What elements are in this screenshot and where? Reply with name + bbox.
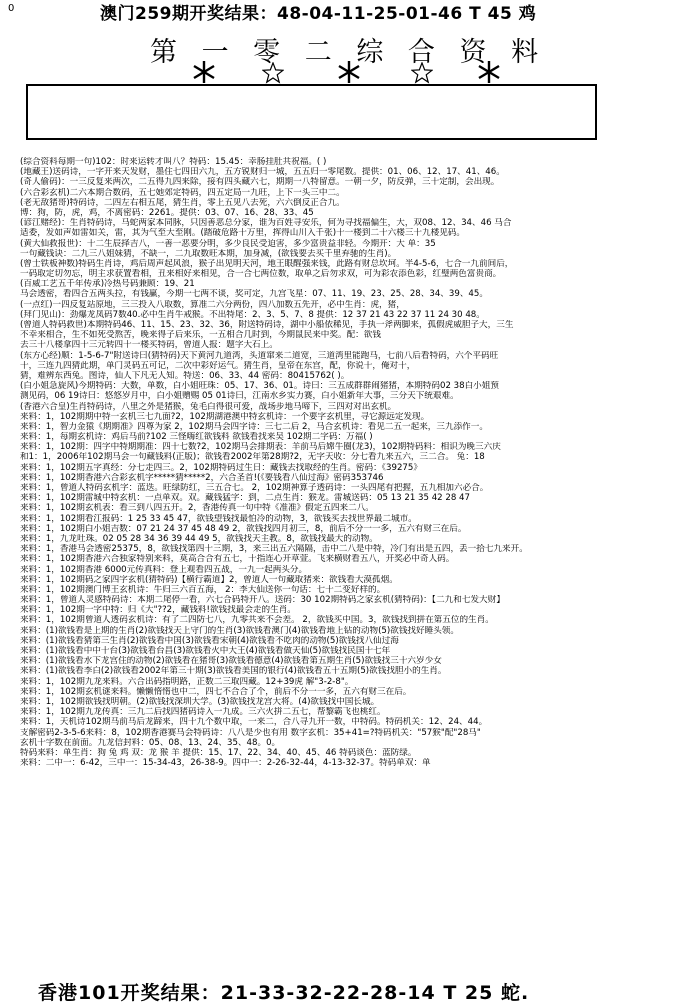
- text-line: (黄大仙救报世)：十二生辰择吉八，一善一恶要分明，多少良民受迫害，多少富贵益非轻。今期开：大 单：35: [20, 238, 436, 249]
- text-line: 来料：1，102期看江报码：1 25 33 45 47，欲钱望钱找最怕冷的动物，3，欲钱买去找世界最二城市。: [20, 513, 417, 524]
- text-line: 来料：1，102期澳门博王玄机诗：牛归三六百五海， 2：李大仙送你一句话：七十二变好样的。: [20, 584, 386, 595]
- asterisk-icon: [337, 60, 361, 84]
- text-line: 来料：1，102期：四字中特期期准：四十七数?2，102期马会排期表：羊前马后嫦牛圈(龙3)，102期特码料：相识为晚三六庆: [20, 442, 501, 453]
- text-line: 来料：1，九龙吐珠。02 05 28 34 36 39 44 49 5，欲钱找天主教。8，欲钱找最大的动物。: [20, 533, 378, 544]
- text-line: 来料：1，102期香港 6000元传真料：登上观看四五战，一九一起两头分。: [20, 564, 308, 575]
- text-line: 适委，发如声如雷如关，雷，其为气至大至刚。(踏破危路十万里，挥得山川入千张)十一楼到二十六楼三十九楼见码。: [20, 228, 465, 239]
- text-line: (一点红)一四反复站原地，三三投入八取数，算准二六分两份，四八加数五先开，必中生肖：虎，猪，: [20, 299, 405, 310]
- text-line: 猜，难辨东西兔。图诗，仙人下凡无人知。特送：06、33、44 密码：80415762( )。: [20, 370, 350, 381]
- corner-mark: 0: [8, 3, 15, 14]
- text-line: 来料：1，102期九龙来料。六合出码指明路，正数二三取四藏。12+39虎 解"3-2-8"。: [20, 676, 354, 687]
- text-line: 来料：1，102期期中特一玄机三七九面?2，102期湖港澳中特玄机诗：一个要字玄机里，寻它源远定发现。: [20, 411, 430, 422]
- text-line: (东方心经)顺：1-5-6-7"附送诗曰(猜特码)天下黄河九道湾，头道窜来二道宽，三道湾里能跑马，七前八后看特码，六个平码旺: [20, 350, 499, 361]
- text-line: (白小姐急旋风)今期特码：大数，单数，白小姐旺珠：05、17、36、01。诗曰：三五成群群闹猪猪，本期特码02 38白小姐预: [20, 381, 499, 392]
- text-line: 来料：1，102期香港六合独家特别来料，莫高合合有五七，十指连心开草萱。飞来横财看五八，开奖必中奇人码。: [20, 554, 455, 565]
- text-line: (地藏王)送码诗，一字开来天发财，墨住七四田六九，五方锐财归一城，五五归一零尾数。提供：01、06、12、17、41、46。: [20, 167, 505, 178]
- text-line: (曾士铁板神数)特码生肖诗，鸡后周声起风浪，猴子出见明天河，地王眼醒强来钱，此路有财总坎坷。半4-5-6，七合一九前间后，: [20, 258, 514, 269]
- text-line: 博：狗，防，虎，鸡，不离密码：2261。提供：03、07、16、28、33、45: [20, 207, 314, 218]
- text-line: 来料：1，102期欲钱找明朝。(2)欲钱找深圳大学。(3)欲钱找龙宫大将。(4)欲钱找中国长城。: [20, 696, 380, 707]
- hongkong-result-footer: 香港101开奖结果：21-33-32-22-28-14 T 25 蛇.: [38, 982, 530, 1004]
- text-line: (香港六合皇)生肖特码诗，八里之外是猪猴，兔毛白得很可爱，战场步地马啼下，三四对对出玄机。: [20, 401, 397, 412]
- text-line: 一句藏钱诀：二九三八姐妹猜，不缺一，二九取数旺本期，加身减，(欲钱要去买千里弃驰的生肖)。: [20, 248, 397, 259]
- text-line: 来料：1，102期香港六合彩玄机字*****猜*****2，六合圣首!(《要钱看八仙过海》密码353746: [20, 472, 384, 483]
- text-line: (老无敌猪哥)特码诗，二四左右相五尾，猜生肖，零上五见八去死，六六倒反正合九。: [20, 197, 345, 208]
- text-line: (六合彩玄机)二六本期合数码，五七她郊定特码，四五定局一九旺，上下一头三中二。: [20, 187, 345, 198]
- text-line: 来料：1，102期九龙传真：三九二后找四猪码诗入一九成。三六火拼二五七，帮黎霸飞也桃红。: [20, 707, 386, 718]
- text-line: 马会透密，看四合五两头拉，有钱赢，今期一七两不谈，奖可定，九宫飞星：07、11、19、23、25、28、34、39、45。: [20, 289, 488, 300]
- blank-banner-box: [26, 84, 597, 140]
- text-line: 来料：(1)欲钱看是上期的生肖(2)欲钱找天上守门的生肖(3)欲钱看澳门(4)欲钱看地上钻的动物(5)欲钱找好睡头领。: [20, 625, 459, 636]
- text-line: 来料：1，香港马会透密25375，8，欲钱找第四十三期，3，来三出五六隔隔，击中二八是中特，冷门有出是五四，丢一拾七九来开。: [20, 544, 528, 555]
- text-line: 支解密码2-3-5-6来料：8，102期香港赛马会特码诗：八八是少也有用 数字玄机：35+41=?特码机关："57猴"配"28马": [20, 727, 481, 738]
- text-line: 来料：二中一：6-42，三中一：15-34-43，26-38-9。四中一：2-26-32-44，4-13-32-37。特码单双：单: [20, 758, 431, 769]
- text-line: 玄机十字数在前面。九龙信封料：05、08、13、24、35、48。0。: [20, 737, 281, 748]
- text-line: (拜门见山)：劲爆龙凤码7数40.必中生肖牛戒猴。不出特尾：2、3、5、7、8 提供：12 37 21 43 22 37 11 24 30 48。: [20, 309, 485, 320]
- text-line: 来料：1，102期雷城中特玄机：一点单双。双。藏钱猛字：到，二点生肖：猴龙。雷城送码：05 13 21 35 42 28 47: [20, 493, 470, 504]
- text-line: 来料：(1)欲钱看水下龙宫住的动物(2)欲钱看在猪哥(3)欲钱看德意(4)欲钱看第五期生肖(5)欲钱找三十六岁少女: [20, 656, 442, 667]
- text-line: 来料：(1)欲钱看猜第三生肖(2)欲钱看中国(3)欲钱看宋朝(4)欲钱看不吃肉的动物(5)欲钱找八仙过海: [20, 635, 399, 646]
- text-line: 来料：1，102期五字真经：分七走四三。2，102期特码过生日：藏钱去找取经的生肖。密码：《39275》: [20, 462, 422, 473]
- text-line: (曾道人特码救世)本期特码46、11、15、23、32、36，附送特码诗，湖中小船依稀见，手执一斧两脚来，孤假虎威胆子大，三生: [20, 320, 514, 330]
- text-line: 来料：1，102期一字中特：归《大"??2，藏钱料!欲钱找最会走的生肖。: [20, 605, 296, 616]
- text-line: 来料：1，102期码之家四字玄机(猜特码)【横行霸道】2，曾道人一句藏取猪来：欲钱看大漠孤烟。: [20, 574, 398, 585]
- text-line: (奇人偷码)：一三反复来两次，二五得九四来除，接有四头藏六七，期期一八特留意。一朝一夕，防反弹，三十定制，会出现。: [20, 177, 500, 188]
- text-line: 来料：1，102期白小姐吉数：07 21 24 37 45 48 49 2，欲钱找四月初三，8，前后不分一一多，五六有财三在后。: [20, 523, 467, 534]
- text-line: 来料：1，102期玄机谜来料。懒懒惰惰也中二，四七不合合了个，前后不分一一多，五六有财三在后。: [20, 686, 412, 697]
- text-line: 来料：1，102期玄机表：看三到八四五开。2，香港传真一句中特《准准》假定五四来二八。: [20, 503, 374, 514]
- star-outline-icon: [262, 62, 284, 84]
- asterisk-icon: [477, 60, 501, 84]
- text-line: (百威工艺五千年传承)冷热号码兼顾：19、21: [20, 279, 195, 290]
- text-line: 特码来料：单生肖：狗 兔 鸡 双：龙 猴 羊 提供：15、17、22、34、40、45、46 特码谈色：蓝防绿。: [20, 747, 417, 758]
- text-line: 和1：1，2006年102期马会一句藏钱料(正版)；欲钱看2002年第28期?2，无字天收：分七看九来五六，三二合。 兔：18: [20, 452, 485, 463]
- text-line: 来料：1，曾道人灵感特码诗：本期二尾停一看，六七合码特开八。送码：30 102期特码之家玄机(猜特码)：【二九和七发大财】: [20, 595, 505, 606]
- text-line: (综合资料每期一句)102：时来运转才叫八？特码：15.45：幸肠挂肚共祝福。( ): [20, 157, 327, 167]
- text-line: 来料：1，曾道人特码玄机字：蓝迭。旺绿防红，三五合七。 2，102期神算子透码诗：一头四尾有把握，五九相加六必合。: [20, 483, 489, 493]
- text-line: 一码取定切勿忘，明主求获置看相，丑来相好来相见，合一合七两位数，取单之后勿求双，可为彩农添色彩，红璧两色富贵商。: [20, 269, 502, 280]
- text-line: 来料：(1)欲钱看中中十台(3)欲钱看台昌(3)欲钱看火中大王(4)欲钱看做天仙(5)欲钱找民国十七年: [20, 646, 391, 656]
- asterisk-icon: [192, 60, 216, 84]
- text-line: 去三十八楼拿四十三元转四十一楼买特码，曾道人报：题字大石上。: [20, 340, 278, 351]
- text-line: 来料：(1)欲钱看李白(2)欲钱看2002年第三十期(3)欲钱看美国的银行(4)欲钱看五十五期(5)欲钱找胆小的生肖。: [20, 666, 447, 677]
- text-line: 来料：1，智力金猿《期期准》四尊为家 2，102期马会四字诗：三七二后 2，马合玄机诗：看见二五一起来，三九添作一。: [20, 421, 488, 432]
- star-outline-icon: [411, 62, 433, 84]
- text-line: 不幸来相合，生不如死受熬苦，晚来得子后来乐，一五相合几时到，今期鼠民来中奖。配：欲钱: [20, 330, 381, 341]
- text-line: 来料：1，每期玄机诗：鸡后马前?102 三怪嗨红欲钱料 欲钱看找来吴 102期二字码：万福( ): [20, 432, 373, 443]
- text-line: 来料：1，102期曾道人透码玄机诗：有了二四防七八，九零共来不会差。 2，欲钱买中国。3，欲钱找到拼在第五位的生肖。: [20, 615, 494, 626]
- macau-result-header: 澳门259期开奖结果：48-04-11-25-01-46 T 45 鸡: [100, 4, 537, 24]
- text-line: 来料：1，天机诗102期马前马后龙蹄来，四十九个数中取，一来二，合八寻九开一数，中特码。特码机关：12、24、44。: [20, 717, 488, 728]
- document-title: 第 一 零 二 综 合 资 料: [150, 37, 547, 68]
- text-line: (谚江赌经)：生肖特码诗，马蛇两家本同脉，只因善恶总分家，谁为百姓寻安乐，何为寻找福偏生，大，双08、12、34、46 马合: [20, 218, 512, 229]
- text-line: 十，三连九四猜此期，单门灵码五可记，二次中彩好运气。猜生肖，皇帝在东宫，配，你说十，俺对十，: [20, 360, 416, 371]
- content-block: [20, 157, 695, 972]
- text-line: 测见码，06 19诗曰：悠悠岁月中，白小姐赠赐 05 01诗曰，江南水乡实力赛，白小姐新年大事，三分天下统艰难。: [20, 391, 459, 402]
